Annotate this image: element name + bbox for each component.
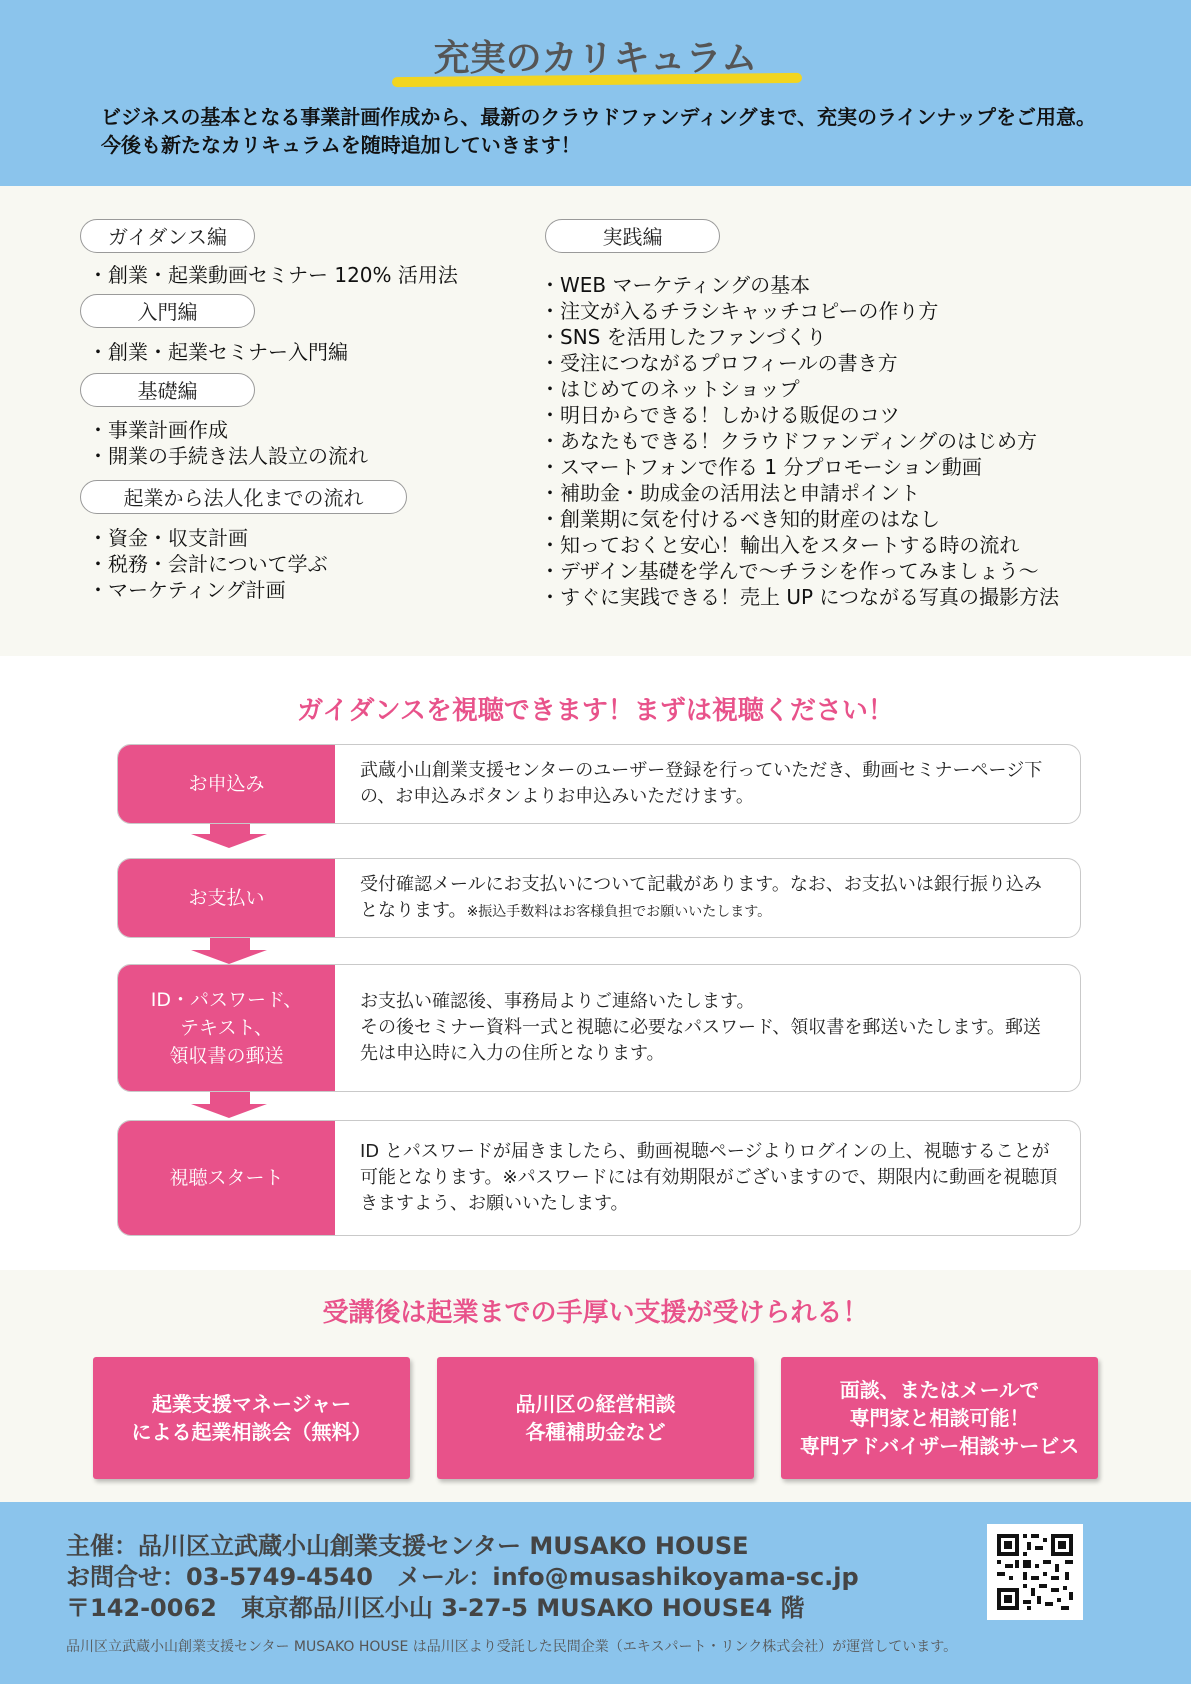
guidance-title: ガイダンスを視聴できます！まずは視聴ください！ (297, 696, 894, 726)
list-item: ・ デザイン基礎を学んで〜チラシを作ってみましょう〜 (540, 558, 1059, 584)
list-item: ・ 開業の手続き法人設立の流れ (88, 443, 368, 469)
guidance-list (88, 262, 458, 288)
support-box-consultation: 品川区の経営相談 各種補助金など (437, 1357, 754, 1479)
intro-label: 入門編 (80, 294, 255, 328)
support-box-manager: 起業支援マネージャー による起業相談会（無料） (93, 1357, 410, 1479)
practice-label: 実践編 (545, 219, 720, 253)
intro-list (88, 339, 348, 365)
list-item: ・ SNS を活用したファンづくり (540, 324, 1059, 350)
support-box-advisor: 面談、またはメールで 専門家と相談可能！ 専門アドバイザー相談サービス (781, 1357, 1098, 1479)
qr-code-icon[interactable] (987, 1524, 1083, 1620)
list-item: ・ 知っておくと安心！輸出入をスタートする時の流れ (540, 532, 1059, 558)
support-title: 受講後は起業までの手厚い支援が受けられる！ (322, 1298, 869, 1328)
step-label: 視聴スタート (118, 1121, 335, 1235)
list-item: ・ 資金・収支計画 (88, 525, 328, 551)
basic-list (88, 417, 368, 469)
flow-arrow-stem (210, 824, 250, 834)
step-apply (117, 744, 1081, 824)
list-item: ・ 税務・会計について学ぶ (88, 551, 328, 577)
step-label: お申込み (118, 745, 335, 823)
step-start (117, 1120, 1081, 1236)
list-item: ・ マーケティング計画 (88, 577, 328, 603)
flow-arrow-icon (191, 1104, 267, 1118)
list-item: ・ 明日からできる！しかける販促のコツ (540, 402, 1059, 428)
guidance-label: ガイダンス編 (80, 219, 255, 253)
incorporation-list (88, 525, 328, 603)
step-text: ID とパスワードが届きましたら、動画視聴ページよりログインの上、視聴することが可能となります。※パスワードには有効期限がございますので、期限内に動画を視聴頂きますよう、お願いいたします。 (360, 1141, 1058, 1214)
list-item: ・ 受注につながるプロフィールの書き方 (540, 350, 1059, 376)
lead-text: ビジネスの基本となる事業計画作成から、最新のクラウドファンディングまで、充実のラインナップをご用意。今後も新たなカリキュラムを随時追加していきます！ (101, 105, 1096, 157)
incorporation-label: 起業から法人化までの流れ (80, 480, 407, 514)
flow-arrow-stem (210, 938, 250, 950)
list-item: ・ 創業期に気を付けるべき知的財産のはなし (540, 506, 1059, 532)
step-text: 受付確認メールにお支払いについて記載があります。なお、お支払いは銀行振り込みとなります。※振込手数料はお客様負担でお願いいたします。 (360, 873, 1042, 921)
step-text: お支払い確認後、事務局よりご連絡いたします。 その後セミナー資料一式と視聴に必要なパスワード、領収書を郵送いたします。郵送先は申込時に入力の住所となります。 (360, 991, 1041, 1064)
contact-text: お問合せ：03-5749-4540 メール：info@musashikoyama-sc.jp (66, 1563, 859, 1591)
step-payment (117, 858, 1081, 938)
flow-arrow-icon (191, 834, 267, 848)
step-delivery (117, 964, 1081, 1092)
list-item: ・ はじめてのネットショップ (540, 376, 1059, 402)
operator-note: 品川区立武蔵小山創業支援センター MUSAKO HOUSE は品川区より受託した民間企業（エキスパート・リンク株式会社）が運営しています。 (66, 1639, 958, 1655)
organizer-text: 主催：品川区立武蔵小山創業支援センター MUSAKO HOUSE (66, 1532, 749, 1560)
basic-label: 基礎編 (80, 373, 255, 407)
practice-list (540, 272, 1059, 610)
list-item: ・ あなたもできる！クラウドファンディングのはじめ方 (540, 428, 1059, 454)
list-item: ・ WEB マーケティングの基本 (540, 272, 1059, 298)
list-item: ・ 注文が入るチラシキャッチコピーの作り方 (540, 298, 1059, 324)
list-item: ・ スマートフォンで作る 1 分プロモーション動画 (540, 454, 1059, 480)
list-item: ・ 創業・起業セミナー入門編 (88, 339, 348, 365)
list-item: ・ 補助金・助成金の活用法と申請ポイント (540, 480, 1059, 506)
fee-note: ※振込手数料はお客様負担でお願いいたします。 (466, 903, 772, 920)
flow-arrow-stem (210, 1092, 250, 1104)
list-item: ・ 創業・起業動画セミナー 120% 活用法 (88, 262, 458, 288)
page-title: 充実のカリキュラム (433, 38, 758, 79)
step-text: 武蔵小山創業支援センターのユーザー登録を行っていただき、動画セミナーページ下の、お申込みボタンよりお申込みいただけます。 (360, 760, 1043, 807)
flow-arrow-icon (191, 950, 267, 964)
step-label: ID・パスワード、 テキスト、 領収書の郵送 (118, 965, 335, 1091)
list-item: ・ すぐに実践できる！売上 UP につながる写真の撮影方法 (540, 584, 1059, 610)
list-item: ・ 事業計画作成 (88, 417, 368, 443)
address-text: 〒142-0062 東京都品川区小山 3-27-5 MUSAKO HOUSE4 階 (66, 1594, 805, 1622)
step-label: お支払い (118, 859, 335, 937)
